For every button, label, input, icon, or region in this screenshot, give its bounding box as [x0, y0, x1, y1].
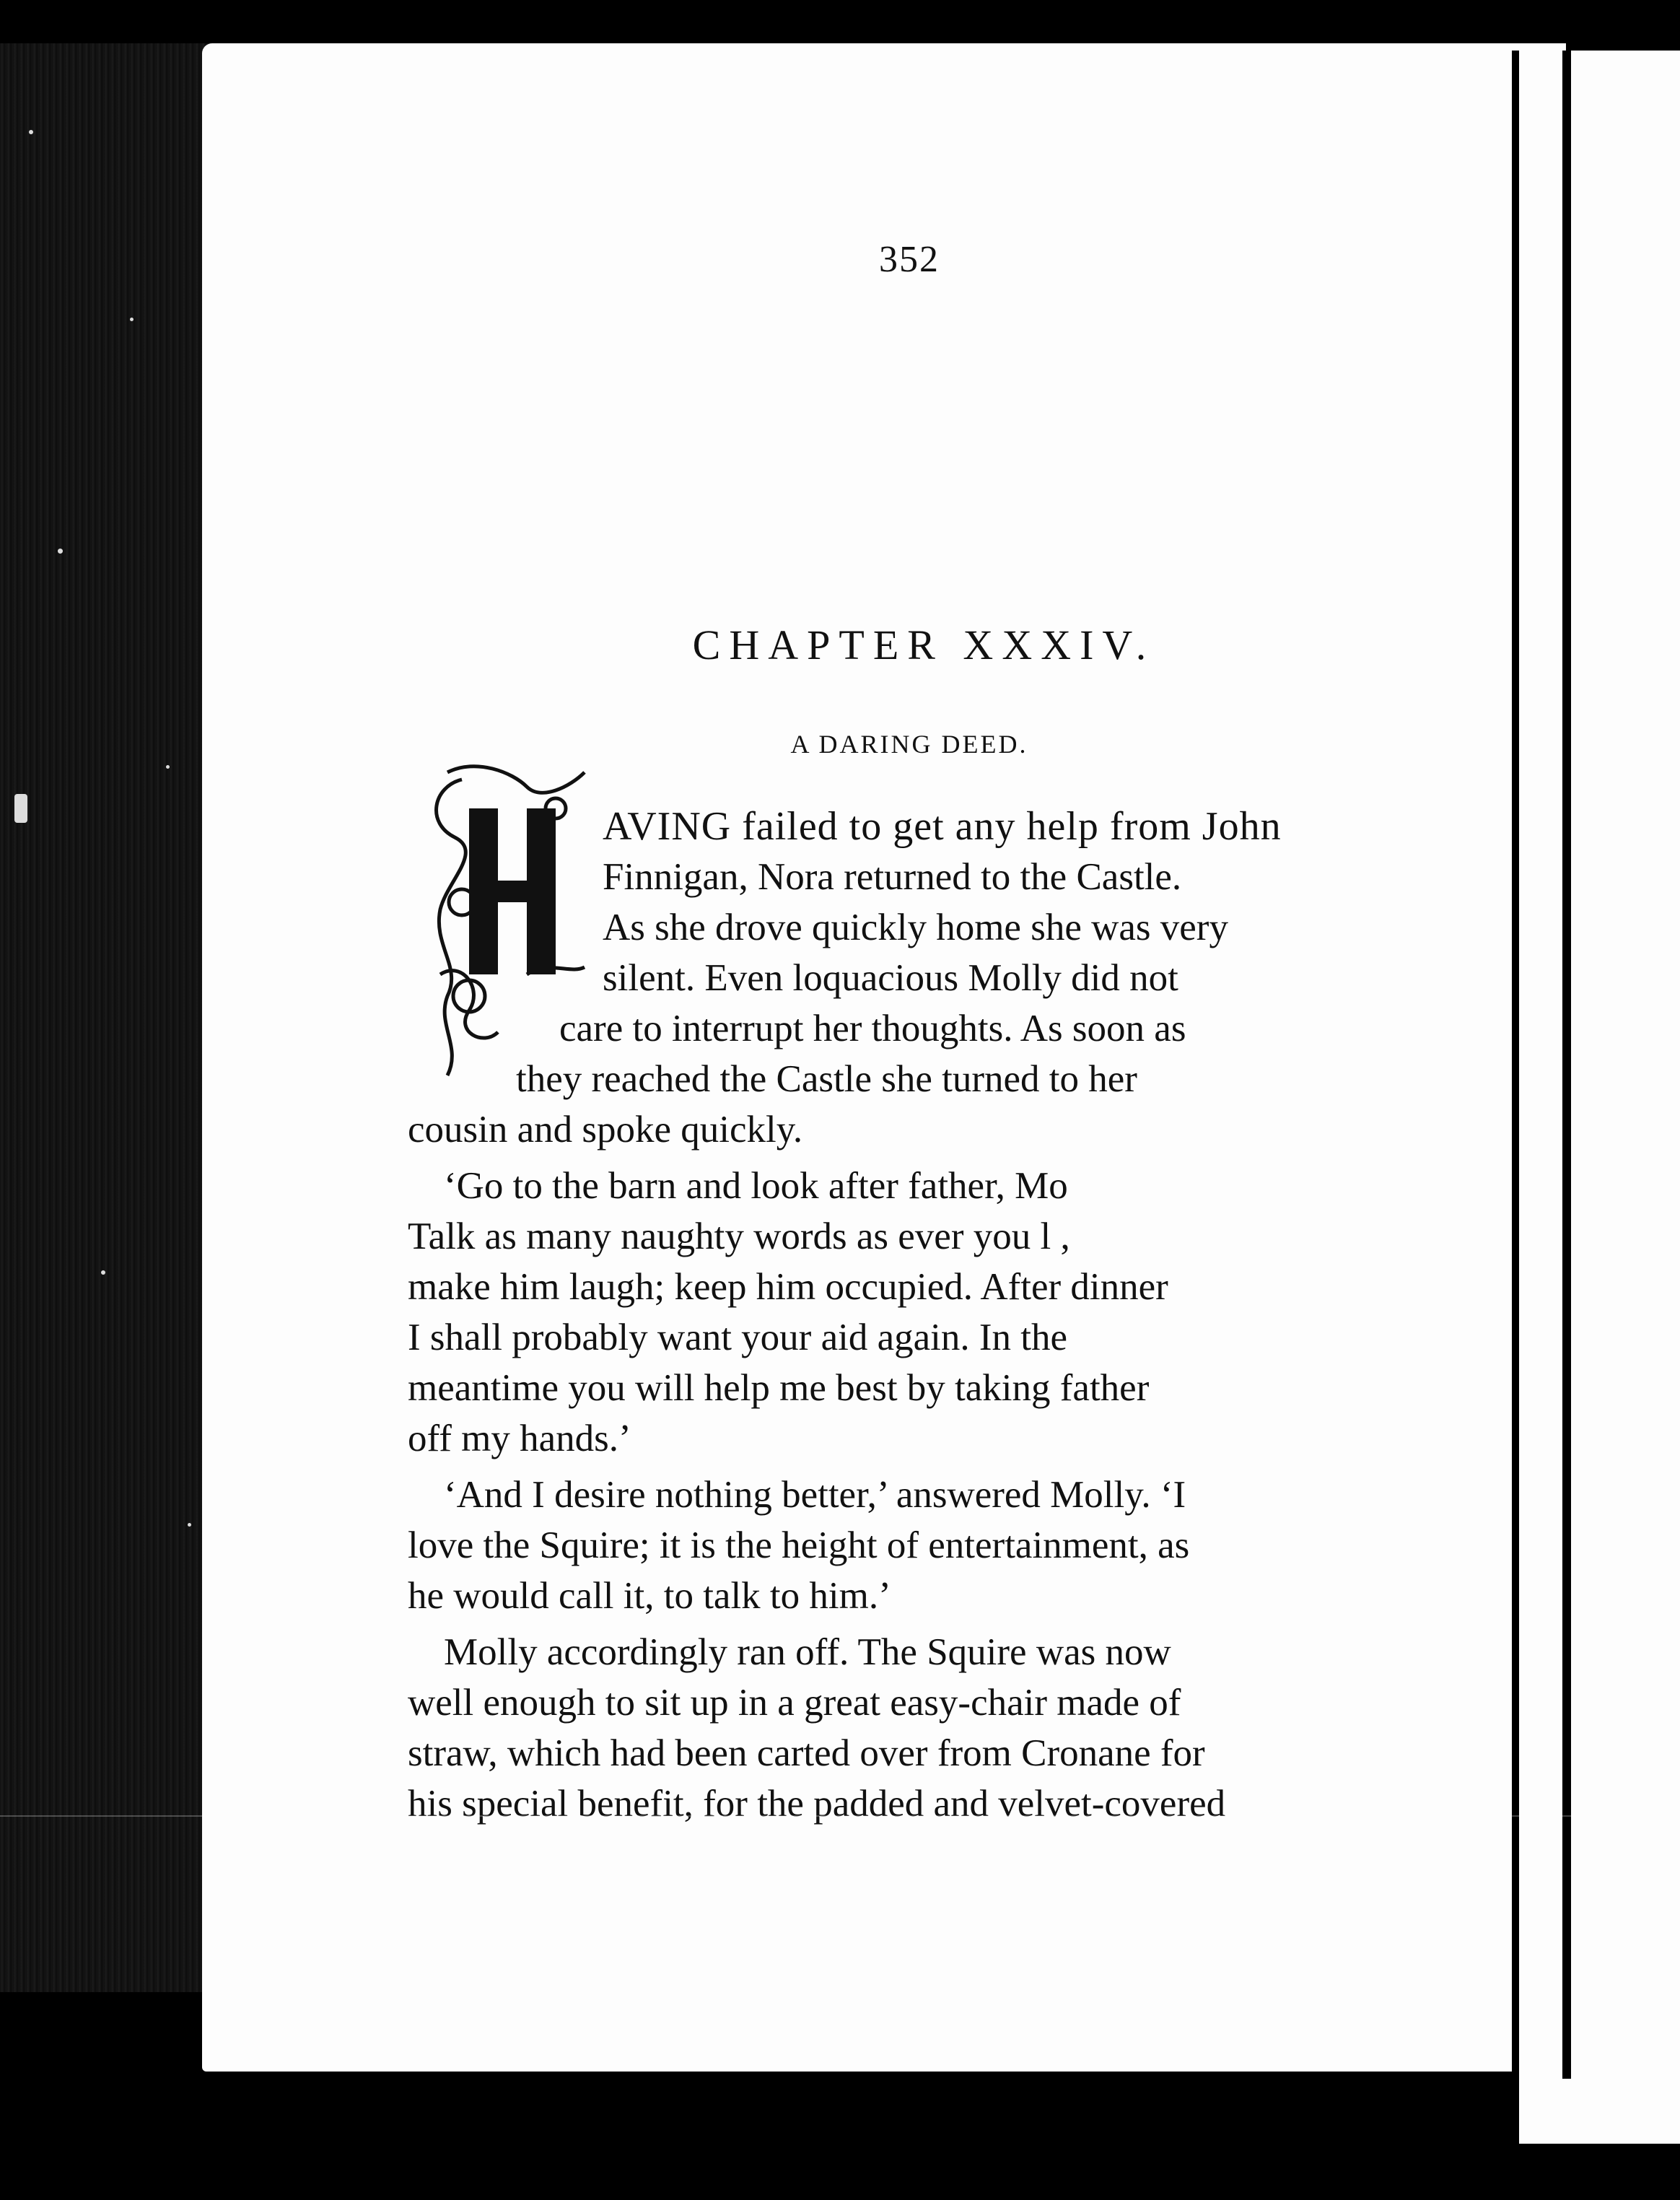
text-line: his special benefit, for the padded and velvet-covered — [408, 1783, 1226, 1825]
dust-speck — [101, 1270, 105, 1275]
body-text — [408, 801, 1368, 1835]
text-line: they reached the Castle she turned to her — [516, 1058, 1137, 1100]
text-line: As she drove quickly home she was very — [603, 907, 1228, 948]
text-line: ‘Go to the barn and look after father, Mo — [444, 1165, 1068, 1207]
text-line: Talk as many naughty words as ever you l , — [408, 1215, 1070, 1257]
paragraph-1 — [408, 801, 1368, 1155]
text-line: silent. Even loquacious Molly did not — [603, 957, 1178, 999]
text-line: ‘And I desire nothing better,’ answered Molly. ‘I — [444, 1474, 1186, 1516]
paragraph-2 — [408, 1161, 1368, 1464]
text-line: well enough to sit up in a great easy-chair made of — [408, 1682, 1181, 1724]
text-line: straw, which had been carted over from Cronane for — [408, 1732, 1205, 1774]
page-border-line — [1562, 51, 1571, 2079]
book-spine-edge — [0, 43, 231, 1992]
text-line: Molly accordingly ran off. The Squire was now — [444, 1631, 1171, 1673]
paragraph-4 — [408, 1627, 1368, 1829]
text-line: care to interrupt her thoughts. As soon as — [559, 1008, 1186, 1049]
dust-speck — [188, 1523, 191, 1527]
dust-speck — [29, 130, 33, 134]
dust-speck — [58, 549, 63, 554]
text-line: I shall probably want your aid again. In the — [408, 1317, 1067, 1358]
text-line: love the Squire; it is the height of entertainment, as — [408, 1524, 1190, 1566]
dust-speck — [130, 318, 134, 321]
text-line: make him laugh; keep him occupied. After dinner — [408, 1266, 1168, 1308]
dust-speck — [14, 794, 27, 823]
text-line: AVING failed to get any help from John — [603, 804, 1282, 849]
chapter-title: CHAPTER XXXIV. — [692, 621, 1155, 668]
dust-speck — [166, 765, 170, 769]
text-line: cousin and spoke quickly. — [408, 1109, 803, 1151]
facing-page-edge — [1512, 51, 1680, 2144]
scan-artifact-line — [0, 1815, 1680, 1817]
chapter-subtitle: A DARING DEED. — [790, 730, 1028, 759]
text-line: meantime you will help me best by taking father — [408, 1367, 1150, 1409]
text-line: off my hands.’ — [408, 1418, 631, 1459]
page-number: 352 — [879, 239, 940, 280]
text-line: Finnigan, Nora returned to the Castle. — [603, 856, 1182, 898]
paragraph-3 — [408, 1470, 1368, 1621]
text-line: he would call it, to talk to him.’ — [408, 1575, 891, 1617]
